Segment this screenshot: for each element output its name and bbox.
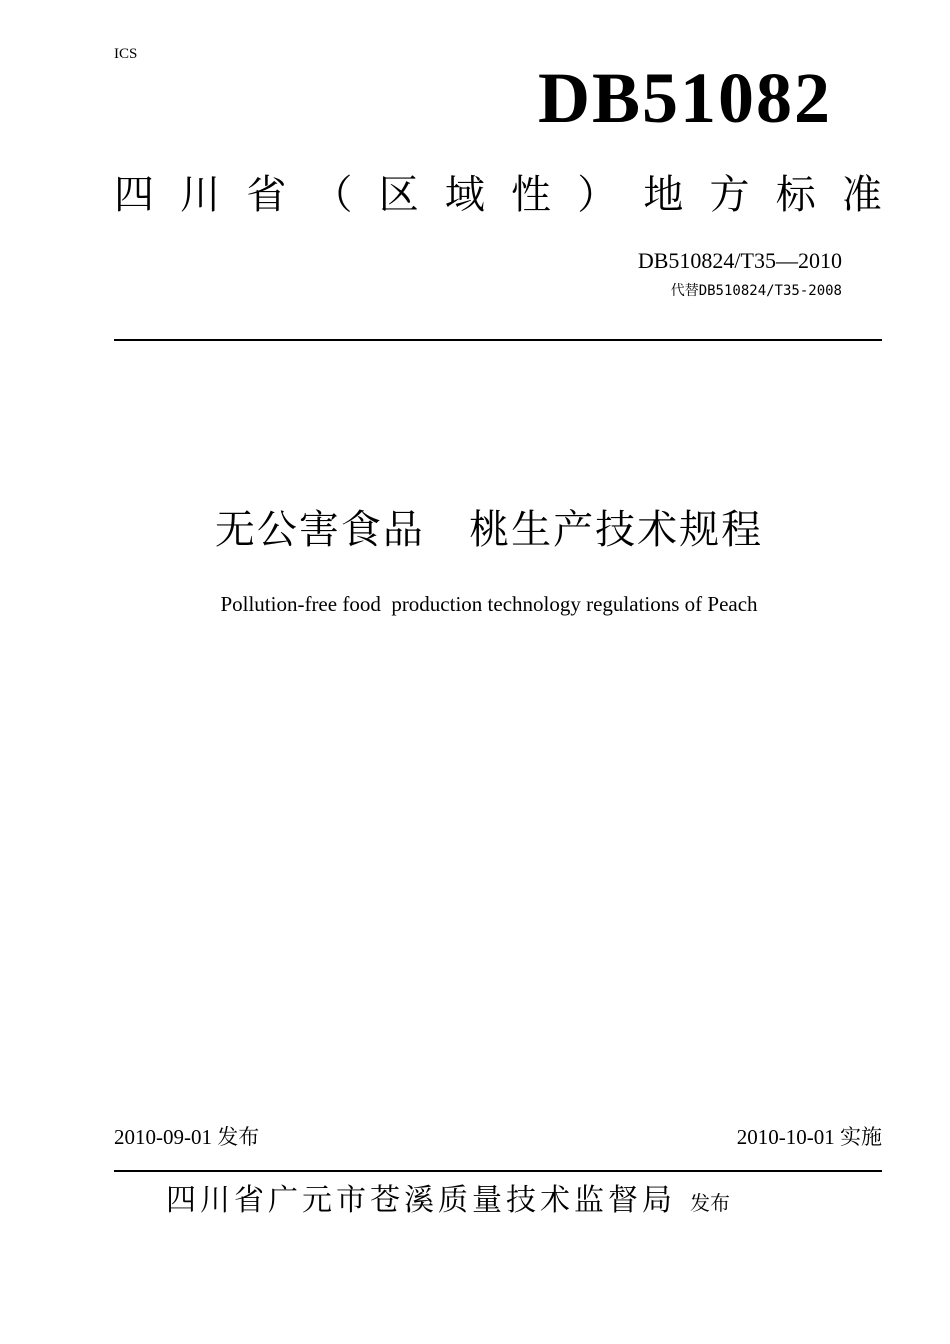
document-title-english: Pollution-free food production technology regulations of Peach bbox=[220, 592, 758, 616]
standard-code: DB51082 bbox=[537, 58, 832, 138]
standard-type-title bbox=[114, 168, 882, 222]
issuer-suffix: 发布 bbox=[690, 1191, 730, 1215]
issue-date: 2010-09-01 发布 bbox=[114, 1125, 260, 1149]
standard-type-char: 四 bbox=[114, 172, 154, 218]
issuer-line bbox=[166, 1183, 730, 1219]
document-title-chinese: 无公害食品 桃生产技术规程 bbox=[214, 507, 764, 553]
standard-type-char: 川 bbox=[180, 172, 221, 218]
standard-type-char: （ bbox=[312, 172, 353, 218]
standard-type-char: 方 bbox=[709, 172, 750, 218]
standard-type-char: 域 bbox=[444, 172, 485, 218]
standard-type-char: 省 bbox=[246, 172, 287, 218]
replaces-note: 代替DB510824/T35-2008 bbox=[670, 283, 842, 299]
standard-type-char: 区 bbox=[378, 172, 419, 218]
top-divider bbox=[114, 339, 882, 341]
standard-type-char: 准 bbox=[841, 172, 882, 218]
bottom-divider bbox=[114, 1170, 882, 1172]
standard-type-char: ） bbox=[577, 172, 618, 218]
issuer-name: 四川省广元市苍溪质量技术监督局 bbox=[166, 1183, 676, 1218]
ics-label: ICS bbox=[114, 46, 138, 62]
standard-type-char: 地 bbox=[643, 172, 684, 218]
standard-number: DB510824/T35—2010 bbox=[637, 248, 842, 273]
standard-type-char: 性 bbox=[511, 172, 552, 218]
implementation-date: 2010-10-01 实施 bbox=[736, 1125, 882, 1149]
standard-type-char: 标 bbox=[775, 172, 816, 218]
